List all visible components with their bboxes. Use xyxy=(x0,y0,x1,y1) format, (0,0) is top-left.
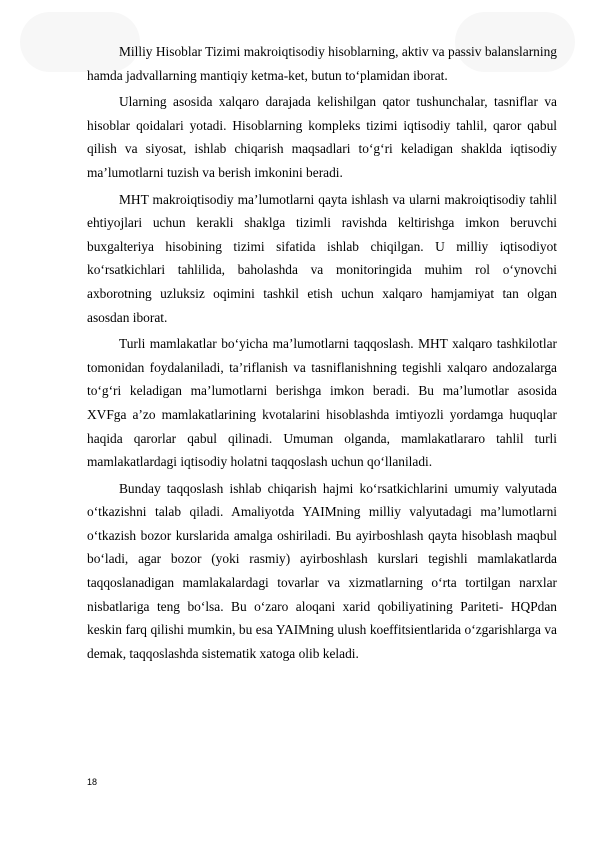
paragraph-3: MHT makroiqtisodiy ma’lumotlarni qayta ishlash va ularni makroiqtisodiy tahlil ehtiyojlari uchun kerakli shaklga tizimli ravishda keltirishga imkon beruvchi buxgalteriya hisobining tizimi sifatida ishlab chiqilgan. U milliy iqtisodiyot ko‘rsatkichlari tahlilida, baholashda va monitoringida muhim rol o‘ynovchi axborotning uzluksiz oqimini tashkil etish uchun xalqaro hamjamiyat tan olgan asosdan iborat. xyxy=(87,191,557,325)
paragraph-1: Milliy Hisoblar Tizimi makroiqtisodiy hisoblarning, aktiv va passiv balanslarning hamda jadvallarning mantiqiy ketma-ket, butun to‘plamidan iborat. xyxy=(87,44,557,83)
page-number: 18 xyxy=(87,777,98,787)
paragraph-2: Ularning asosida xalqaro darajada kelishilgan qator tushunchalar, tasniflar va hisoblar qoidalari yotadi. Hisoblarning kompleks tizimi iqtisodiy tahlil, qaror qabul qilish va siyosat, ishlab chiqarish maqsadlari to‘g‘ri keladigan shaklda iqtisodiy ma’lumotlarni tuzish va berish imkonini beradi. xyxy=(87,94,557,180)
paragraph-4: Turli mamlakatlar bo‘yicha ma’lumotlarni taqqoslash. MHT xalqaro tashkilotlar tomonidan foydalaniladi, ta’riflanish va tasniflanishning tegishli xalqaro andozalarga to‘g‘ri keladigan ma’lumotlarni berishga imkon beradi. Bu ma’lumotlar asosida XVFga a’zo mamlakatlarining kvotalarini hisoblashda imtiyozli yordamga huquqlar haqida qarorlar qabul qilinadi. Umuman olganda, mamlakatlararo tahlil turli mamlakatlardagi iqtisodiy holatni taqqoslash uchun qo‘llaniladi. xyxy=(87,336,557,470)
body-text xyxy=(87,40,557,668)
paragraph-5: Bunday taqqoslash ishlab chiqarish hajmi ko‘rsatkichlarini umumiy valyutada o‘tkazishni talab qiladi. Amaliyotda YAIMning milliy valyutadagi ma’lumotlarni o‘tkazish bozor kurslarida amalga oshiriladi. Bu ayirboshlash qayta hisoblash maqbul bo‘ladi, agar bozor (yoki rasmiy) ayirboshlash kurslari tegishli mamlakatlarda taqqoslanadigan mamlakalardagi tovarlar va xizmatlarning o‘rta tortilgan narxlar nisbatlariga teng bo‘lsa. Bu o‘zaro aloqani xarid qobiliyatining Pariteti- HQPdan keskin farq qilishi mumkin, bu esa YAIMning ulush koeffitsientlarida o‘zgarishlarga va demak, taqqoslashda sistematik xatoga olib keladi. xyxy=(87,480,557,661)
